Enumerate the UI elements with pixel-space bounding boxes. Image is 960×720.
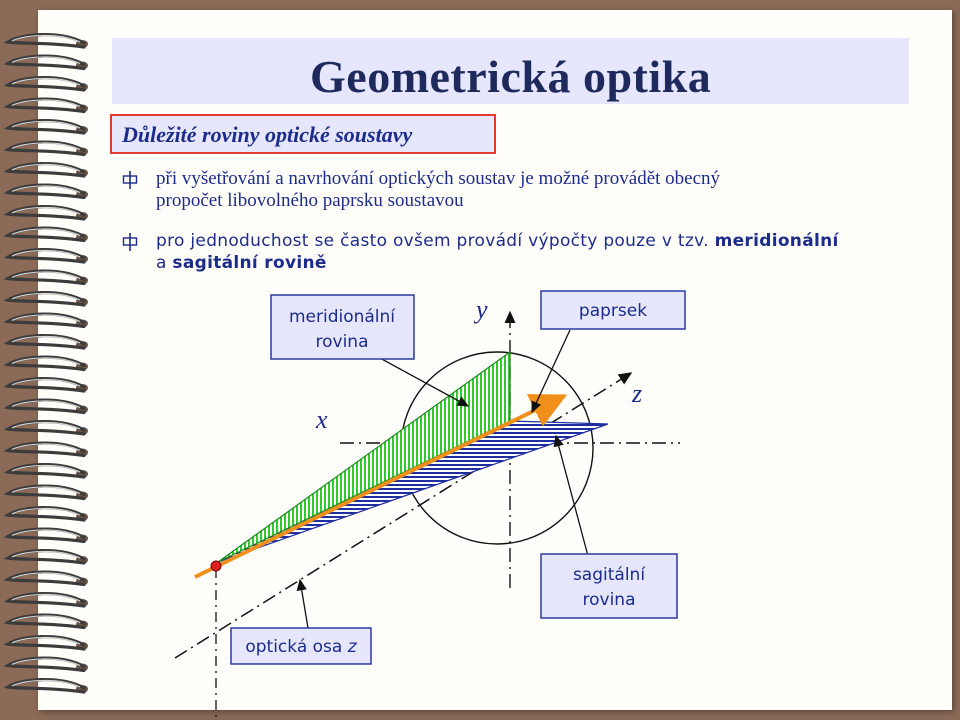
optical-axis-extension [620,373,631,380]
axis-box-symbol: z [347,637,357,657]
ray-line [195,398,560,577]
meridional-label-line: rovina [315,332,369,352]
ray-pointer [532,330,570,412]
axis-box-text: optická osa [245,637,348,657]
sagittal-label-line: rovina [582,590,636,610]
bullet-emphasis: meridionální [714,231,839,251]
sagittal-label-line: sagitální [572,565,646,585]
meridional-label-line: meridionální [288,307,396,327]
axis-pointer [300,580,308,628]
bullet-emphasis: sagitální rovině [172,253,327,273]
axis-x-label: x [316,405,328,434]
meridional-label-box [271,295,414,359]
axis-label-box [231,628,371,664]
bullet-segment: a [156,253,173,273]
page-title: Geometrická optika [310,51,712,102]
axis-y-label: y [476,295,488,324]
bullet-line: při vyšetřování a navrhování optických soustav je možné provádět obecný [156,168,721,189]
bullet-segment: pro jednoduchost se často ovšem provádí výpočty pouze v tzv. [156,231,715,251]
bullet-line: propočet libovolného paprsku soustavou [156,190,464,211]
sagittal-pointer [556,436,588,556]
sagittal-label-box [541,554,677,618]
axis-box-label [245,637,357,657]
object-point [211,561,221,571]
ray-label-box [541,291,685,329]
axis-z-label: z [632,379,643,408]
meridional-pointer [378,357,468,406]
ray-label: paprsek [578,301,648,321]
subtitle-text: Důležité roviny optické soustavy [122,122,413,147]
